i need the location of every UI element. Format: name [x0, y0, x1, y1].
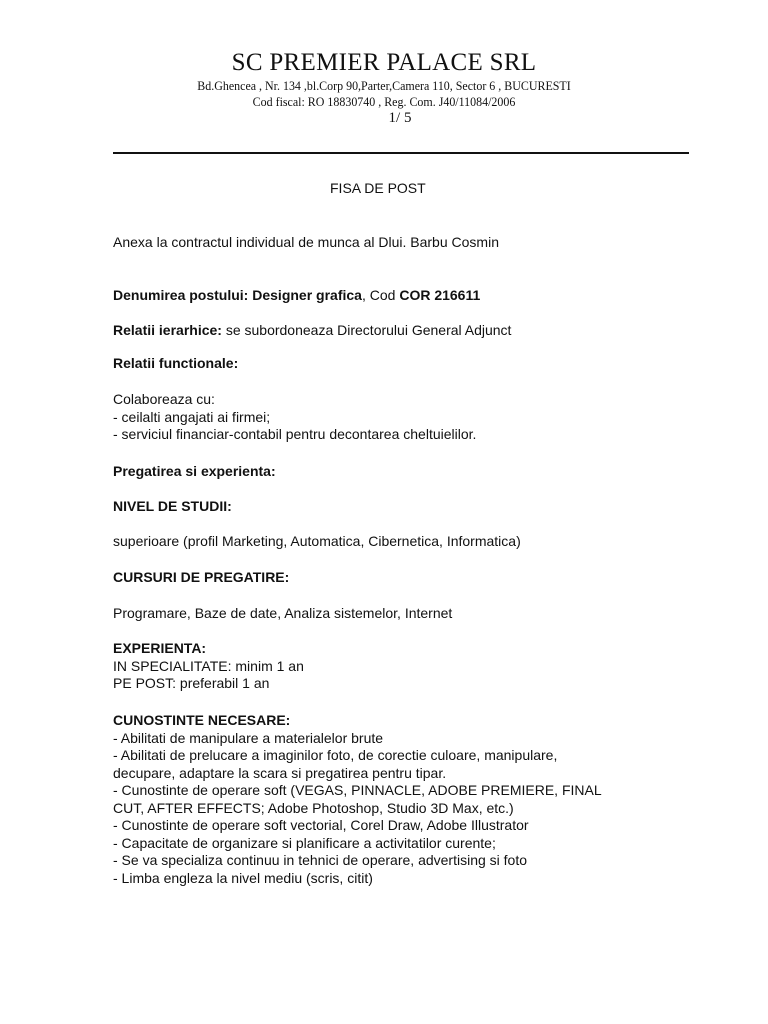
preparation-heading: [113, 463, 673, 481]
annex-line: Anexa la contractul individual de munca al Dlui. Barbu Cosmin: [113, 234, 499, 250]
knowledge-line: CUT, AFTER EFFECTS; Adobe Photoshop, Studio 3D Max, etc.): [113, 799, 514, 816]
header-divider: [113, 152, 689, 154]
knowledge-line: - Abilitati de manipulare a materialelor brute: [113, 729, 384, 746]
courses-heading: [113, 569, 673, 587]
job-title-line: [113, 287, 673, 305]
studies-label: NIVEL DE STUDII:: [113, 498, 232, 514]
knowledge-line: - Se va specializa continuu in tehnici de operare, advertising si foto: [113, 852, 528, 868]
knowledge-section: [113, 712, 673, 887]
company-fiscal-code: Cod fiscal: RO 18830740 , Reg. Com. J40/11084/2006: [252, 94, 516, 109]
hierarchy-line: [113, 322, 673, 340]
collaboration-list: [113, 391, 673, 444]
functional-relations-heading: [113, 355, 673, 373]
company-address: Bd.Ghencea , Nr. 134 ,bl.Corp 90,Parter,Camera 110, Sector 6 , BUCURESTI: [197, 78, 571, 93]
knowledge-line: decupare, adaptare la scara si pregatirea pentru tipar.: [113, 764, 447, 781]
company-name: SC PREMIER PALACE SRL: [231, 49, 537, 76]
knowledge-label: CUNOSTINTE NECESARE:: [113, 712, 291, 728]
knowledge-line: - Capacitate de organizare si planificare a activitatilor curente;: [113, 834, 496, 851]
knowledge-line: - Abilitati de prelucare a imaginilor foto, de corectie culoare, manipulare,: [113, 747, 558, 763]
knowledge-line: - Cunostinte de operare soft (VEGAS, PINNACLE, ADOBE PREMIERE, FINAL: [113, 782, 602, 798]
collab-line: - serviciul financiar-contabil pentru decontarea cheltuielilor.: [113, 426, 477, 442]
hierarchy-label: Relatii ierarhice:: [113, 322, 222, 338]
knowledge-line: - Cunostinte de operare soft vectorial, Corel Draw, Adobe Illustrator: [113, 817, 529, 833]
experience-section: [113, 640, 673, 693]
letterhead: [0, 48, 768, 110]
functional-relations-label: Relatii functionale:: [113, 355, 239, 371]
experience-label: EXPERIENTA:: [113, 640, 207, 656]
knowledge-line: - Limba engleza la nivel mediu (scris, citit): [113, 869, 373, 886]
document-title: FISA DE POST: [330, 180, 426, 196]
collab-line: Colaboreaza cu:: [113, 391, 215, 407]
studies-heading: [113, 498, 673, 516]
collab-line: - ceilalti angajati ai firmei;: [113, 408, 271, 425]
job-title-label: Denumirea postului:: [113, 287, 249, 303]
cod-label: , Cod: [361, 287, 400, 303]
preparation-label: Pregatirea si experienta:: [113, 463, 276, 479]
cod-value: COR 216611: [399, 287, 481, 303]
hierarchy-value: se subordoneaza Directorului General Adjunct: [221, 322, 512, 338]
experience-line: PE POST: preferabil 1 an: [113, 675, 270, 691]
experience-line: IN SPECIALITATE: minim 1 an: [113, 657, 304, 674]
page-number: 1/ 5: [388, 110, 412, 126]
studies-value: superioare (profil Marketing, Automatica, Cibernetica, Informatica): [113, 533, 521, 549]
job-title-value: Designer grafica: [252, 287, 362, 303]
courses-value: Programare, Baze de date, Analiza sistemelor, Internet: [113, 605, 453, 621]
courses-label: CURSURI DE PREGATIRE:: [113, 569, 290, 585]
